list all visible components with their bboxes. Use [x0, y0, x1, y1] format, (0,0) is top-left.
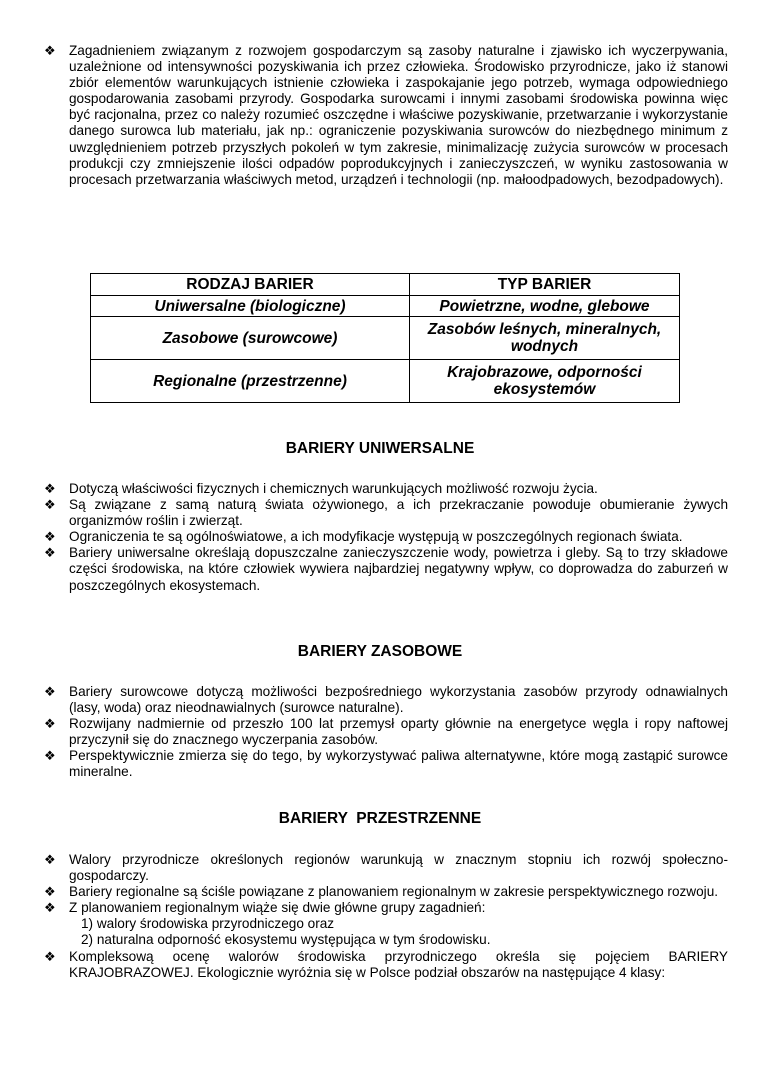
sub-list-item: 2) naturalna odporność ekosystemu występująca w tym środowisku.: [81, 932, 491, 948]
section-heading-resources: BARIERY ZASOBOWE: [297, 643, 463, 660]
list-item: [44, 529, 728, 545]
intro-text: Zagadnieniem związanym z rozwojem gospodarczym są zasoby naturalne i zjawisko ich wyczerpywania, uzależnione od intensywności pozyskiwania ich przez człowieka. Środowisko przyrodnicze, jako iż stanowi zbiór elementów warunkujących istnienie człowieka i zaspokajanie jego potrzeb, wymaga odpowiedniego gospodarowania zasobami przyrody. Gospodarka surowcami i innymi zasobami środowiska powinna więc być racjonalna, przez co należy rozumieć oszczędne i właściwe pozyskiwanie, przetwarzanie i wykorzystanie danego surowca lub materiału, jak np.: ograniczenie pozyskiwania surowców do niezbędnego minimum z uwzględnieniem potrzeb przyszłych pokoleń w tym zakresie, minimalizację zużycia surowców w procesach produkcji czy zmniejszenie ilości odpadów poprodukcyjnych i zanieczyszczeń, w wyniku zastosowania w procesach przetwarzania właściwych metod, urządzeń i technologii (np. małoodpadowych, bezodpadowych).: [69, 43, 728, 187]
list-item-text: Rozwijany nadmiernie od przeszło 100 lat przemysł oparty głównie na energetyce węgla i ropy naftowej przyczynił się do znacznego wyczerpania zasobów.: [69, 716, 728, 748]
list-item-text: Dotyczą właściwości fizycznych i chemicznych warunkujących możliwość rozwoju życia.: [69, 481, 598, 496]
bullet-diamond-icon: ❖: [44, 43, 56, 58]
section-heading-spatial-text: BARIERY PRZESTRZENNE: [278, 810, 482, 827]
list-item-text: Walory przyrodnicze określonych regionów warunkują w znacznym stopniu ich rozwój społeczno-gospodarczy.: [69, 852, 728, 884]
section-spatial-list: [44, 852, 728, 981]
list-item-text: Bariery regionalne są ściśle powiązane z planowaniem regionalnym w zakresie perspektywicznego rozwoju.: [69, 884, 719, 900]
bullet-diamond-icon: ❖: [44, 900, 56, 916]
list-item-text: Z planowaniem regionalnym wiąże się dwie główne grupy zagadnień:: [69, 900, 486, 916]
list-item: [44, 852, 728, 884]
list-item-text: Bariery uniwersalne określają dopuszczalne zanieczyszczenie wody, powietrza i gleby. Są to trzy składowe części środowiska, na które człowiek wywiera najbardziej negatywny wpływ, co doprowadza do zaburzeń w poszczególnych ekosystemach.: [69, 545, 728, 593]
bullet-diamond-icon: ❖: [44, 481, 56, 496]
table-cell: Zasobowe (surowcowe): [91, 317, 410, 360]
bullet-diamond-icon: ❖: [44, 529, 56, 545]
table-header-cell: RODZAJ BARIER: [91, 274, 410, 296]
list-item: [44, 884, 728, 900]
table-cell: Powietrzne, wodne, glebowe: [410, 296, 680, 317]
list-item: [44, 481, 728, 497]
section-resources-list: [44, 684, 728, 781]
bullet-diamond-icon: ❖: [44, 884, 56, 900]
bullet-diamond-icon: ❖: [44, 684, 56, 699]
list-item: [44, 900, 728, 948]
table-cell: Regionalne (przestrzenne): [91, 360, 410, 403]
section-universal-list: [44, 481, 728, 594]
table-cell: Krajobrazowe, odporności ekosystemów: [410, 360, 680, 403]
table-header-row: [91, 274, 680, 296]
bullet-diamond-icon: ❖: [44, 748, 56, 764]
list-item-text: Bariery surowcowe dotyczą możliwości bezpośredniego wykorzystania zasobów przyrody odnawialnych (lasy, woda) oraz nieodnawialnych (surowce naturalne).: [69, 684, 728, 716]
table-row: [91, 296, 680, 317]
table-header-cell: TYP BARIER: [410, 274, 680, 296]
list-item: [44, 545, 728, 593]
list-item: [44, 748, 728, 780]
list-item-text: Kompleksową ocenę walorów środowiska przyrodniczego określa się pojęciem BARIERY KRAJOBRAZOWEJ. Ekologicznie wyróżnia się w Polsce podział obszarów na następujące 4 klasy:: [69, 948, 728, 980]
intro-block: [44, 43, 728, 188]
table-row: [91, 360, 680, 403]
bullet-diamond-icon: ❖: [44, 716, 56, 732]
table-cell: Uniwersalne (biologiczne): [91, 296, 410, 317]
list-item: [44, 497, 728, 529]
table-cell: Zasobów leśnych, mineralnych, wodnych: [410, 317, 680, 360]
list-item: [44, 716, 728, 748]
list-item-text: Ograniczenia te są ogólnoświatowe, a ich modyfikacje występują w poszczególnych regionach świata.: [69, 529, 683, 545]
sub-list-item: 1) walory środowiska przyrodniczego oraz: [81, 916, 335, 932]
section-heading-spatial: [0, 810, 760, 828]
bullet-diamond-icon: ❖: [44, 545, 56, 561]
list-item-text: Perspektywicznie zmierza się do tego, by wykorzystywać paliwa alternatywne, które mogą zastąpić surowce mineralne.: [69, 748, 728, 780]
list-item-text: Są związane z samą naturą świata ożywionego, a ich przekraczanie powoduje obumieranie żywych organizmów roślin i zwierząt.: [69, 497, 728, 529]
bullet-diamond-icon: ❖: [44, 852, 56, 867]
table-row: [91, 317, 680, 360]
bullet-diamond-icon: ❖: [44, 948, 56, 964]
list-item: [44, 949, 728, 981]
section-heading-universal: BARIERY UNIWERSALNE: [285, 440, 475, 457]
list-item: [44, 684, 728, 716]
bullet-diamond-icon: ❖: [44, 497, 56, 513]
intro-bullet: [44, 43, 728, 188]
barriers-table: [90, 273, 680, 403]
